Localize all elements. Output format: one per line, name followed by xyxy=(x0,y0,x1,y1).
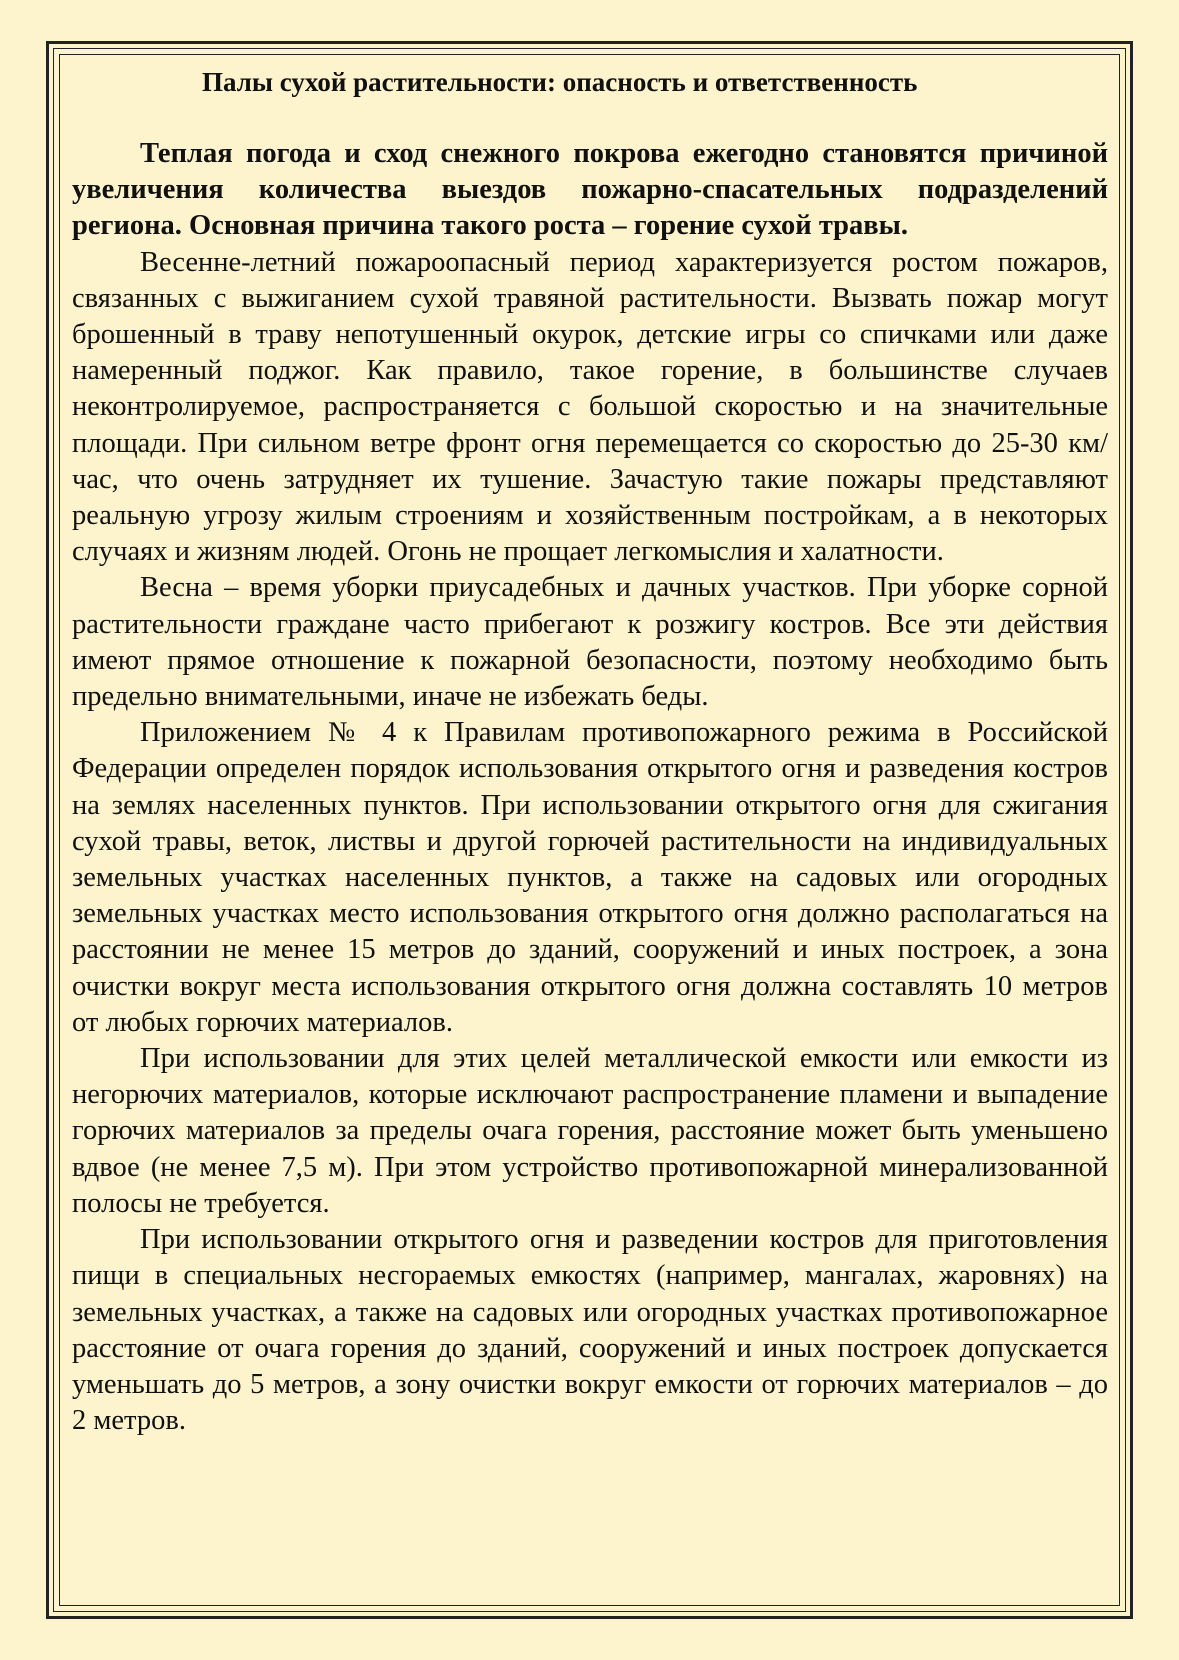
document-body xyxy=(72,64,1108,1439)
paragraph-cooking-fires: При использовании открытого огня и разведении костров для приготовления пищи в специальных несгораемых емкостях (например, мангалах, жаровнях) на земельных участках, а также на садовых или огородных участках противопожарное расстояние от очага горения до зданий, сооружений и иных построек допускается уменьшать до 5 метров, а зону очистки вокруг емкости от горючих материалов – до 2 метров. xyxy=(72,1224,1108,1437)
paragraph-metal-container: При использовании для этих целей металлической емкости или емкости из негорючих материалов, которые исключают распространение пламени и выпадение горючих материалов за пределы очага горения, расстояние может быть уменьшено вдвое (не менее 7,5 м). При этом устройство противопожарной минерализованной полосы не требуется. xyxy=(72,1043,1108,1219)
paragraph-fire-season: Весенне-летний пожароопасный период характеризуется ростом пожаров, связанных с выжиганием сухой травяной растительности. Вызвать пожар могут брошенный в траву непотушенный окурок, детские игры со спичками или даже намеренный поджог. Как правило, такое горение, в большинстве случаев неконтролируемое, распространяется с большой скоростью и на значительные площади. При сильном ветре фронт огня перемещается со скоростью до 25-30 км/час, что очень затрудняет их тушение. Зачастую такие пожары представляют реальную угрозу жилым строениям и хозяйственным постройкам, а в некоторых случаях и жизням людей. Огонь не прощает легкомыслия и халатности. xyxy=(72,246,1108,568)
document-title: Палы сухой растительности: опасность и ответственность xyxy=(202,67,918,97)
paragraph-spring-cleanup: Весна – время уборки приусадебных и дачных участков. При уборке сорной растительности граждане часто прибегают к розжигу костров. Все эти действия имеют прямое отношение к пожарной безопасности, поэтому необходимо быть предельно внимательными, иначе не избежать беды. xyxy=(72,572,1108,713)
paragraph-fire-regulations: Приложением № 4 к Правилам противопожарного режима в Российской Федерации определен порядок использования открытого огня и разведения костров на землях населенных пунктов. При использовании открытого огня для сжигания сухой травы, веток, листвы и другой горючей растительности на индивидуальных земельных участках населенных пунктов, а также на садовых или огородных земельных участках место использования открытого огня должно располагаться на расстоянии не менее 15 метров до зданий, сооружений и иных построек, а зона очистки вокруг места использования открытого огня должна составлять 10 метров от любых горючих материалов. xyxy=(72,717,1108,1038)
lead-paragraph: Теплая погода и сход снежного покрова ежегодно становятся причиной увеличения количества выездов пожарно-спасательных подразделений региона. Основная причина такого роста – горение сухой травы. xyxy=(72,138,1108,242)
